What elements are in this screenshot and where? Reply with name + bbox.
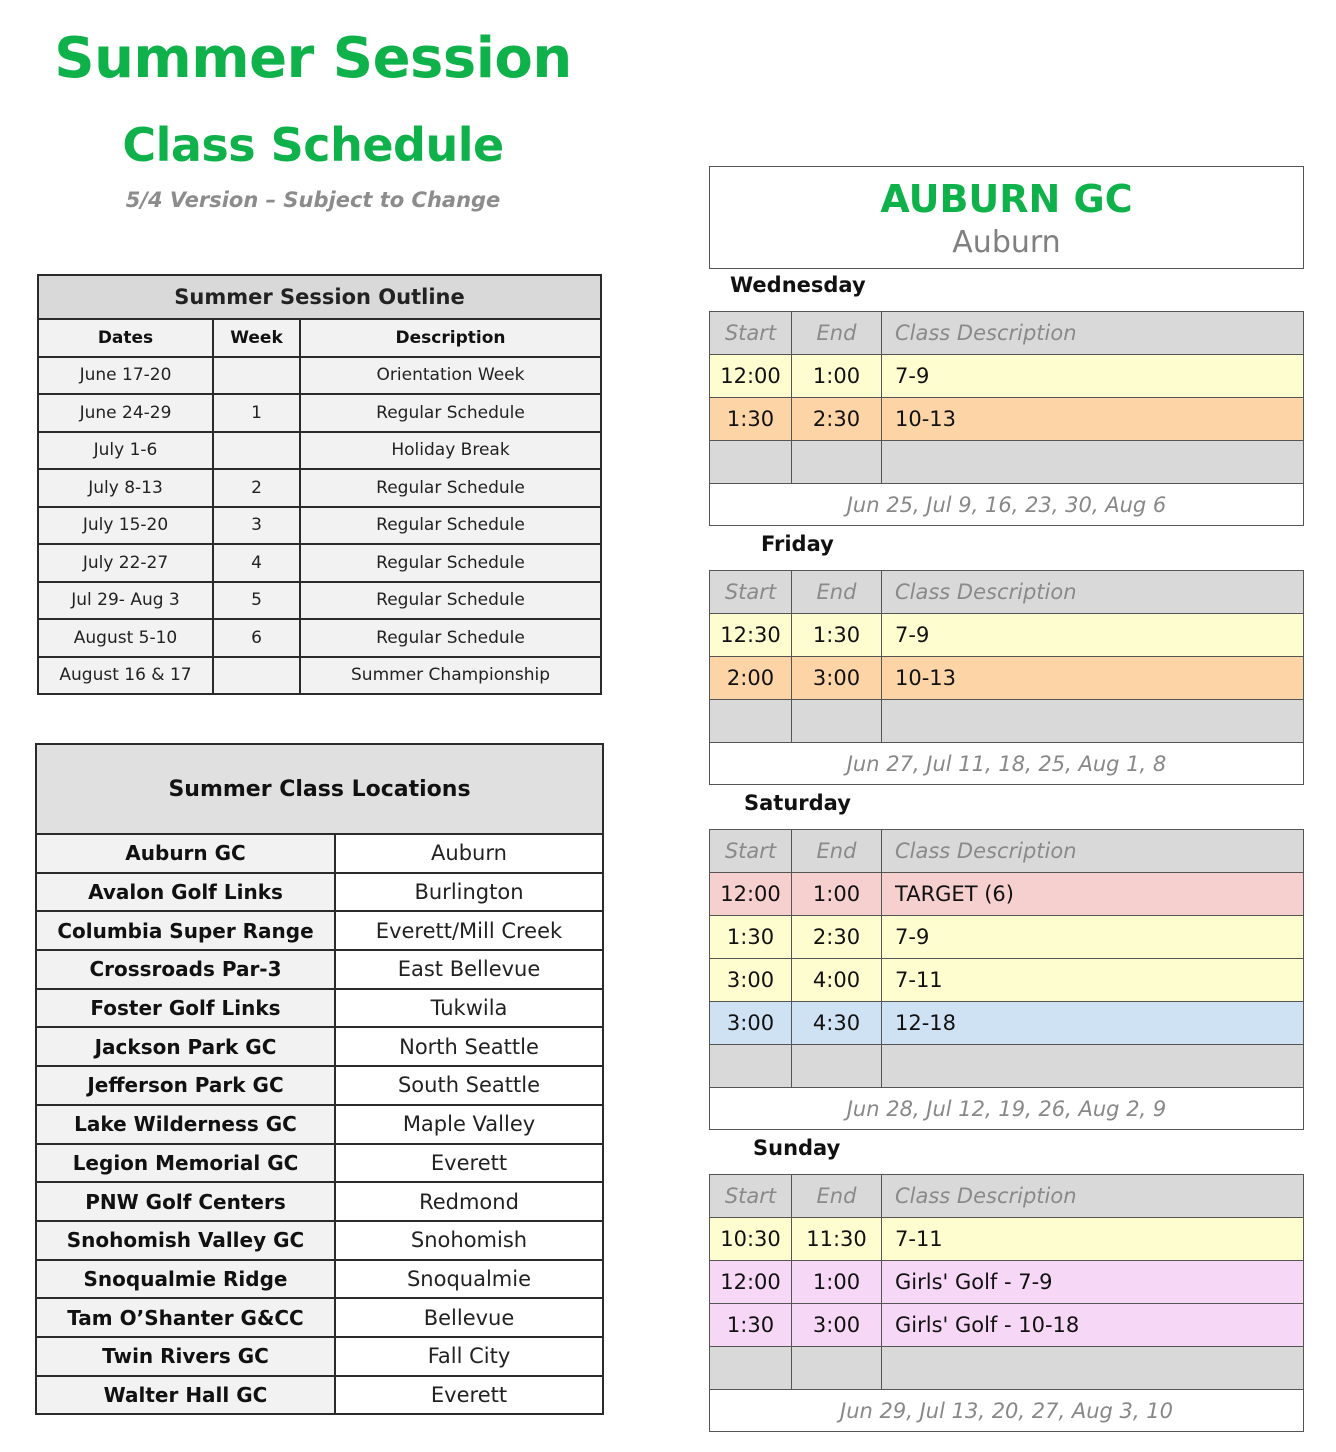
outline-row <box>38 544 601 582</box>
header-start: Start <box>710 830 792 873</box>
class-row <box>710 614 1304 657</box>
location-row <box>36 1337 603 1376</box>
venue-name: AUBURN GC <box>880 177 1133 221</box>
location-course-cell: Snoqualmie Ridge <box>36 1260 335 1299</box>
location-row <box>36 1221 603 1260</box>
location-course-cell: Crossroads Par-3 <box>36 950 335 989</box>
venue-box <box>709 166 1304 269</box>
class-end-time: 1:00 <box>792 1261 882 1304</box>
schedule-header-row <box>710 571 1304 614</box>
class-description: 12-18 <box>882 1002 1304 1045</box>
outline-week-cell: 2 <box>213 469 300 507</box>
location-course-cell: Jackson Park GC <box>36 1027 335 1066</box>
class-start-time: 3:00 <box>710 959 792 1002</box>
class-description: 7-9 <box>882 614 1304 657</box>
outline-dates-cell: June 17-20 <box>38 357 213 395</box>
session-dates-row <box>710 1390 1304 1432</box>
location-city-cell: Snoqualmie <box>335 1260 603 1299</box>
empty-cell <box>710 1347 792 1390</box>
location-row <box>36 834 603 873</box>
class-row <box>710 355 1304 398</box>
outline-description-cell: Regular Schedule <box>300 507 601 545</box>
class-start-time: 12:00 <box>710 873 792 916</box>
schedule-table-friday <box>709 570 1304 785</box>
outline-dates-cell: August 5-10 <box>38 619 213 657</box>
class-row <box>710 398 1304 441</box>
empty-cell <box>710 441 792 484</box>
outline-description-cell: Summer Championship <box>300 657 601 695</box>
location-course-cell: Walter Hall GC <box>36 1376 335 1415</box>
class-end-time: 3:00 <box>792 657 882 700</box>
day-label-saturday: Saturday <box>744 791 851 815</box>
class-end-time: 2:30 <box>792 916 882 959</box>
outline-dates-cell: Jul 29- Aug 3 <box>38 582 213 620</box>
outline-description-cell: Regular Schedule <box>300 469 601 507</box>
location-course-cell: Columbia Super Range <box>36 911 335 950</box>
class-end-time: 4:30 <box>792 1002 882 1045</box>
class-end-time: 1:30 <box>792 614 882 657</box>
class-row <box>710 1261 1304 1304</box>
header-start: Start <box>710 571 792 614</box>
day-label-wednesday: Wednesday <box>730 273 866 297</box>
location-row <box>36 1144 603 1183</box>
class-start-time: 3:00 <box>710 1002 792 1045</box>
outline-description-cell: Holiday Break <box>300 432 601 470</box>
class-start-time: 12:00 <box>710 355 792 398</box>
class-locations-table <box>35 743 604 1415</box>
empty-cell <box>882 700 1304 743</box>
class-description: Girls' Golf - 10-18 <box>882 1304 1304 1347</box>
outline-description-cell: Regular Schedule <box>300 619 601 657</box>
header-start: Start <box>710 1175 792 1218</box>
outline-week-cell: 4 <box>213 544 300 582</box>
location-row <box>36 1105 603 1144</box>
session-dates: Jun 25, Jul 9, 16, 23, 30, Aug 6 <box>710 484 1304 526</box>
location-row <box>36 1376 603 1415</box>
empty-cell <box>882 1045 1304 1088</box>
day-label-friday: Friday <box>761 532 834 556</box>
locations-caption: Summer Class Locations <box>36 744 603 834</box>
class-description: 10-13 <box>882 398 1304 441</box>
location-city-cell: Everett <box>335 1376 603 1415</box>
header-end: End <box>792 830 882 873</box>
outline-row <box>38 507 601 545</box>
location-row <box>36 950 603 989</box>
class-row <box>710 657 1304 700</box>
class-end-time: 1:00 <box>792 355 882 398</box>
header-start: Start <box>710 312 792 355</box>
class-end-time: 3:00 <box>792 1304 882 1347</box>
class-start-time: 10:30 <box>710 1218 792 1261</box>
class-row <box>710 873 1304 916</box>
empty-row <box>710 1347 1304 1390</box>
schedule-header-row <box>710 830 1304 873</box>
location-course-cell: Foster Golf Links <box>36 989 335 1028</box>
session-dates-row <box>710 743 1304 785</box>
outline-dates-cell: July 1-6 <box>38 432 213 470</box>
schedule-header-row <box>710 1175 1304 1218</box>
outline-row <box>38 357 601 395</box>
location-row <box>36 873 603 912</box>
outline-row <box>38 432 601 470</box>
class-start-time: 12:00 <box>710 1261 792 1304</box>
class-start-time: 12:30 <box>710 614 792 657</box>
location-city-cell: Redmond <box>335 1182 603 1221</box>
venue-city: Auburn <box>952 225 1061 260</box>
location-city-cell: Fall City <box>335 1337 603 1376</box>
outline-row <box>38 619 601 657</box>
page-title: Summer Session <box>54 26 572 91</box>
outline-week-cell: 3 <box>213 507 300 545</box>
location-city-cell: South Seattle <box>335 1066 603 1105</box>
location-row <box>36 911 603 950</box>
outline-description-cell: Regular Schedule <box>300 544 601 582</box>
class-row <box>710 1002 1304 1045</box>
location-city-cell: Bellevue <box>335 1298 603 1337</box>
class-end-time: 2:30 <box>792 398 882 441</box>
session-dates-row <box>710 1088 1304 1130</box>
header-end: End <box>792 312 882 355</box>
header-end: End <box>792 571 882 614</box>
outline-week-cell <box>213 657 300 695</box>
schedule-table-wednesday <box>709 311 1304 526</box>
outline-description-cell: Regular Schedule <box>300 582 601 620</box>
header-end: End <box>792 1175 882 1218</box>
location-city-cell: Everett/Mill Creek <box>335 911 603 950</box>
outline-description-cell: Regular Schedule <box>300 394 601 432</box>
outline-dates-cell: June 24-29 <box>38 394 213 432</box>
header-class-description: Class Description <box>882 571 1304 614</box>
outline-row <box>38 657 601 695</box>
location-course-cell: Snohomish Valley GC <box>36 1221 335 1260</box>
class-description: 10-13 <box>882 657 1304 700</box>
version-note: 5/4 Version – Subject to Change <box>125 188 501 212</box>
session-dates: Jun 27, Jul 11, 18, 25, Aug 1, 8 <box>710 743 1304 785</box>
class-start-time: 1:30 <box>710 398 792 441</box>
class-end-time: 4:00 <box>792 959 882 1002</box>
outline-dates-cell: July 8-13 <box>38 469 213 507</box>
empty-cell <box>710 700 792 743</box>
location-course-cell: Jefferson Park GC <box>36 1066 335 1105</box>
empty-cell <box>792 1347 882 1390</box>
outline-row <box>38 582 601 620</box>
schedule-header-row <box>710 312 1304 355</box>
class-description: 7-9 <box>882 355 1304 398</box>
location-city-cell: Maple Valley <box>335 1105 603 1144</box>
outline-header-dates: Dates <box>38 319 213 357</box>
outline-week-cell: 5 <box>213 582 300 620</box>
class-row <box>710 1218 1304 1261</box>
location-city-cell: Tukwila <box>335 989 603 1028</box>
outline-header-description: Description <box>300 319 601 357</box>
outline-rows <box>38 357 601 695</box>
class-description: 7-11 <box>882 959 1304 1002</box>
location-course-cell: Twin Rivers GC <box>36 1337 335 1376</box>
class-start-time: 1:30 <box>710 916 792 959</box>
empty-row <box>710 1045 1304 1088</box>
class-start-time: 1:30 <box>710 1304 792 1347</box>
outline-dates-cell: July 15-20 <box>38 507 213 545</box>
class-row <box>710 916 1304 959</box>
empty-row <box>710 700 1304 743</box>
outline-header-week: Week <box>213 319 300 357</box>
outline-description-cell: Orientation Week <box>300 357 601 395</box>
location-course-cell: PNW Golf Centers <box>36 1182 335 1221</box>
class-end-time: 11:30 <box>792 1218 882 1261</box>
location-course-cell: Legion Memorial GC <box>36 1144 335 1183</box>
class-description: 7-9 <box>882 916 1304 959</box>
outline-week-cell: 1 <box>213 394 300 432</box>
class-start-time: 2:00 <box>710 657 792 700</box>
empty-cell <box>882 441 1304 484</box>
location-city-cell: Burlington <box>335 873 603 912</box>
outline-dates-cell: August 16 & 17 <box>38 657 213 695</box>
outline-row <box>38 469 601 507</box>
location-row <box>36 1066 603 1105</box>
location-row <box>36 1182 603 1221</box>
empty-cell <box>792 441 882 484</box>
location-row <box>36 1027 603 1066</box>
outline-week-cell <box>213 432 300 470</box>
location-row <box>36 1298 603 1337</box>
empty-cell <box>882 1347 1304 1390</box>
empty-cell <box>792 1045 882 1088</box>
location-course-cell: Lake Wilderness GC <box>36 1105 335 1144</box>
empty-cell <box>792 700 882 743</box>
header-class-description: Class Description <box>882 312 1304 355</box>
location-city-cell: Auburn <box>335 834 603 873</box>
header-class-description: Class Description <box>882 1175 1304 1218</box>
location-city-cell: East Bellevue <box>335 950 603 989</box>
schedule-table-saturday <box>709 829 1304 1130</box>
empty-cell <box>710 1045 792 1088</box>
outline-dates-cell: July 22-27 <box>38 544 213 582</box>
location-city-cell: Snohomish <box>335 1221 603 1260</box>
session-dates: Jun 28, Jul 12, 19, 26, Aug 2, 9 <box>710 1088 1304 1130</box>
location-course-cell: Auburn GC <box>36 834 335 873</box>
session-dates-row <box>710 484 1304 526</box>
location-row <box>36 989 603 1028</box>
location-course-cell: Tam O’Shanter G&CC <box>36 1298 335 1337</box>
header-class-description: Class Description <box>882 830 1304 873</box>
class-description: 7-11 <box>882 1218 1304 1261</box>
location-city-cell: Everett <box>335 1144 603 1183</box>
empty-row <box>710 441 1304 484</box>
class-row <box>710 959 1304 1002</box>
session-dates: Jun 29, Jul 13, 20, 27, Aug 3, 10 <box>710 1390 1304 1432</box>
location-row <box>36 1260 603 1299</box>
class-description: Girls' Golf - 7-9 <box>882 1261 1304 1304</box>
class-end-time: 1:00 <box>792 873 882 916</box>
outline-row <box>38 394 601 432</box>
page-subtitle: Class Schedule <box>122 118 504 172</box>
location-rows <box>36 834 603 1414</box>
class-row <box>710 1304 1304 1347</box>
outline-caption: Summer Session Outline <box>38 275 601 319</box>
location-course-cell: Avalon Golf Links <box>36 873 335 912</box>
class-description: TARGET (6) <box>882 873 1304 916</box>
day-label-sunday: Sunday <box>753 1136 841 1160</box>
session-outline-table <box>37 274 602 695</box>
outline-week-cell: 6 <box>213 619 300 657</box>
location-city-cell: North Seattle <box>335 1027 603 1066</box>
schedule-table-sunday <box>709 1174 1304 1432</box>
outline-week-cell <box>213 357 300 395</box>
